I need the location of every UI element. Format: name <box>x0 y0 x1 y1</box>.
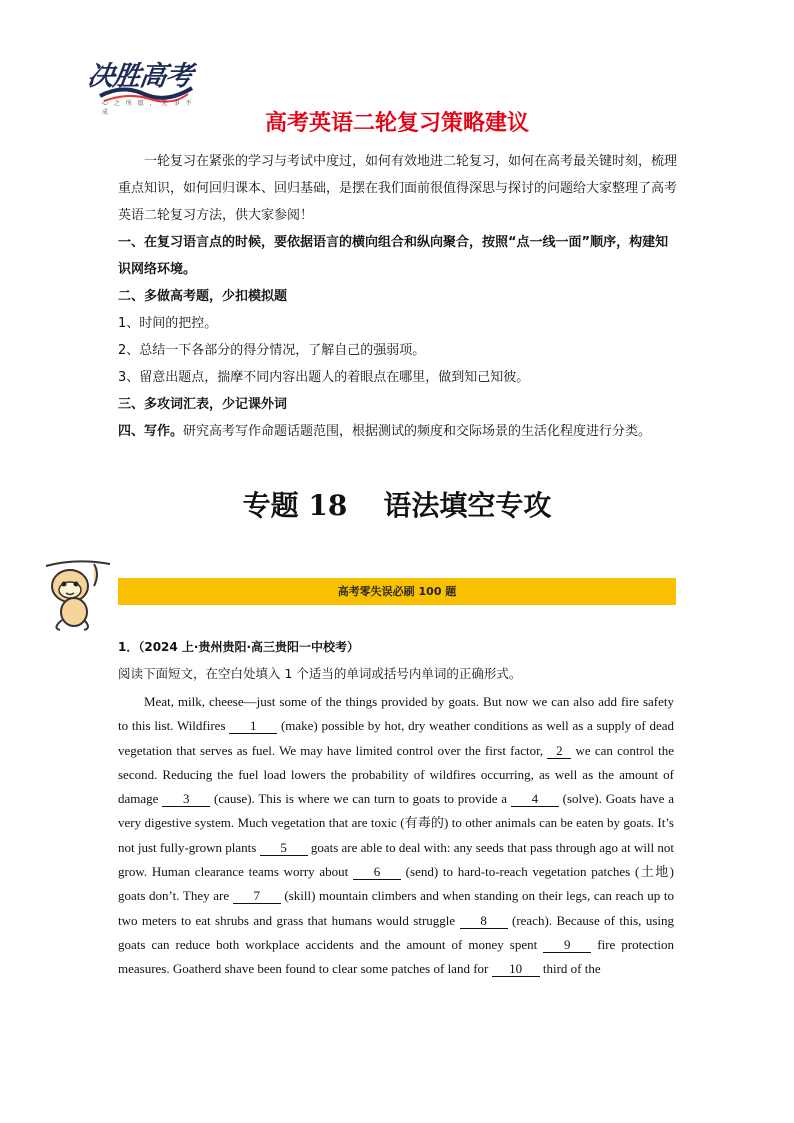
intro-paragraph: 一轮复习在紧张的学习与考试中度过，如何有效地进二轮复习，如何在高考最关键时刻，梳理重点知识，如何回归课本、回归基础，是摆在我们面前很值得深思与探讨的问题给大家整理了高考英语二轮复习方法，供大家参阅！ <box>118 154 678 223</box>
blank-9: 9 <box>543 938 591 953</box>
passage-text: Meat, milk, cheese—just some of the things provided by goats. But now we can also add fire safety to this list. Wildfires <box>118 694 674 734</box>
blank-1: 1 <box>229 719 277 734</box>
passage-text: (skill) mountain climbers and when standing on their legs, can reach up to two meters to eat shrubs and grass that humans would struggle <box>118 888 674 928</box>
question-header: 1．（2024 上·贵州贵阳·高三贵阳一中校考） <box>118 640 360 654</box>
question-instruction: 阅读下面短文，在空白处填入 1 个适当的单词或括号内单词的正确形式。 <box>118 666 522 681</box>
passage-text: goats are able to deal with: any seeds that pass through ago at will not grow. Human clearance teams worry about <box>118 839 675 880</box>
section-banner: 高考零失误必刷 100 题 <box>118 578 676 605</box>
strategy-point-3: 三、多攻词汇表，少记课外词 <box>118 397 288 412</box>
passage-text: (send) to hard-to-reach vegetation patches (土地) goats don’t. They are <box>118 864 674 904</box>
page-title: 高考英语二轮复习策略建议 <box>264 111 529 136</box>
blank-5: 5 <box>260 841 308 856</box>
passage-text: third of the <box>539 961 601 977</box>
strategy-sub-1: 1、时间的把控。 <box>118 316 218 331</box>
passage-text: (solve). Goats have a very digestive system. Much vegetation that are toxic (有毒的) to other animals can be eaten by goats. It’s not just fully-grown plants <box>118 791 674 855</box>
strategy-point-1: 一、在复习语言点的时候，要依据语言的横向组合和纵向聚合，按照“点一线一面”顺序，构建知识网络环境。 <box>118 235 669 277</box>
blank-4: 4 <box>511 792 559 807</box>
passage-text: we can control the second. Reducing the fuel load lowers the probability of wildfires occurring, as well as the amount of damage <box>118 742 674 807</box>
strategy-sub-2: 2、总结一下各部分的得分情况，了解自己的强弱项。 <box>118 343 426 358</box>
logo-slogan: 心 之 所 愿 ， 无 事 不 成 <box>102 100 194 116</box>
logo-text: 决胜高考 <box>85 61 194 92</box>
strategy-point-4-text: 研究高考写作命题话题范围，根据测试的频度和交际场景的生活化程度进行分类。 <box>183 424 652 439</box>
passage-text: (reach). Because of this, using goats can reduce both workplace accidents and the amount of money spent <box>118 912 674 952</box>
topic-number: 专题 18 <box>242 489 348 522</box>
strategy-sub-3: 3、留意出题点，揣摩不同内容出题人的着眼点在哪里，做到知己知彼。 <box>118 370 530 385</box>
strategy-point-4 <box>118 418 678 445</box>
topic-heading <box>0 484 794 524</box>
blank-2: 2 <box>547 744 571 759</box>
strategy-point-4-label: 四、写作。 <box>118 424 184 439</box>
passage-text: (make) possible by hot, dry weather conditions as well as a supply of dead vegetation that serves as fuel. We may have limited control over the first factor, <box>118 718 674 758</box>
monkey-mascot-icon <box>40 556 114 632</box>
blank-6: 6 <box>353 865 401 880</box>
blank-3: 3 <box>162 792 210 807</box>
strategy-point-2: 二、多做高考题，少扣模拟题 <box>118 289 288 304</box>
passage-text: (cause). This is where we can turn to goats to provide a <box>210 791 511 807</box>
passage-text: fire protection measures. Goatherd shave been found to clear some patches of land for <box>118 936 674 977</box>
question-passage <box>118 690 674 982</box>
topic-name: 语法填空专攻 <box>383 489 552 522</box>
blank-8: 8 <box>460 914 508 929</box>
blank-7: 7 <box>233 889 281 904</box>
blank-10: 10 <box>492 962 540 977</box>
intro-section <box>118 148 678 445</box>
